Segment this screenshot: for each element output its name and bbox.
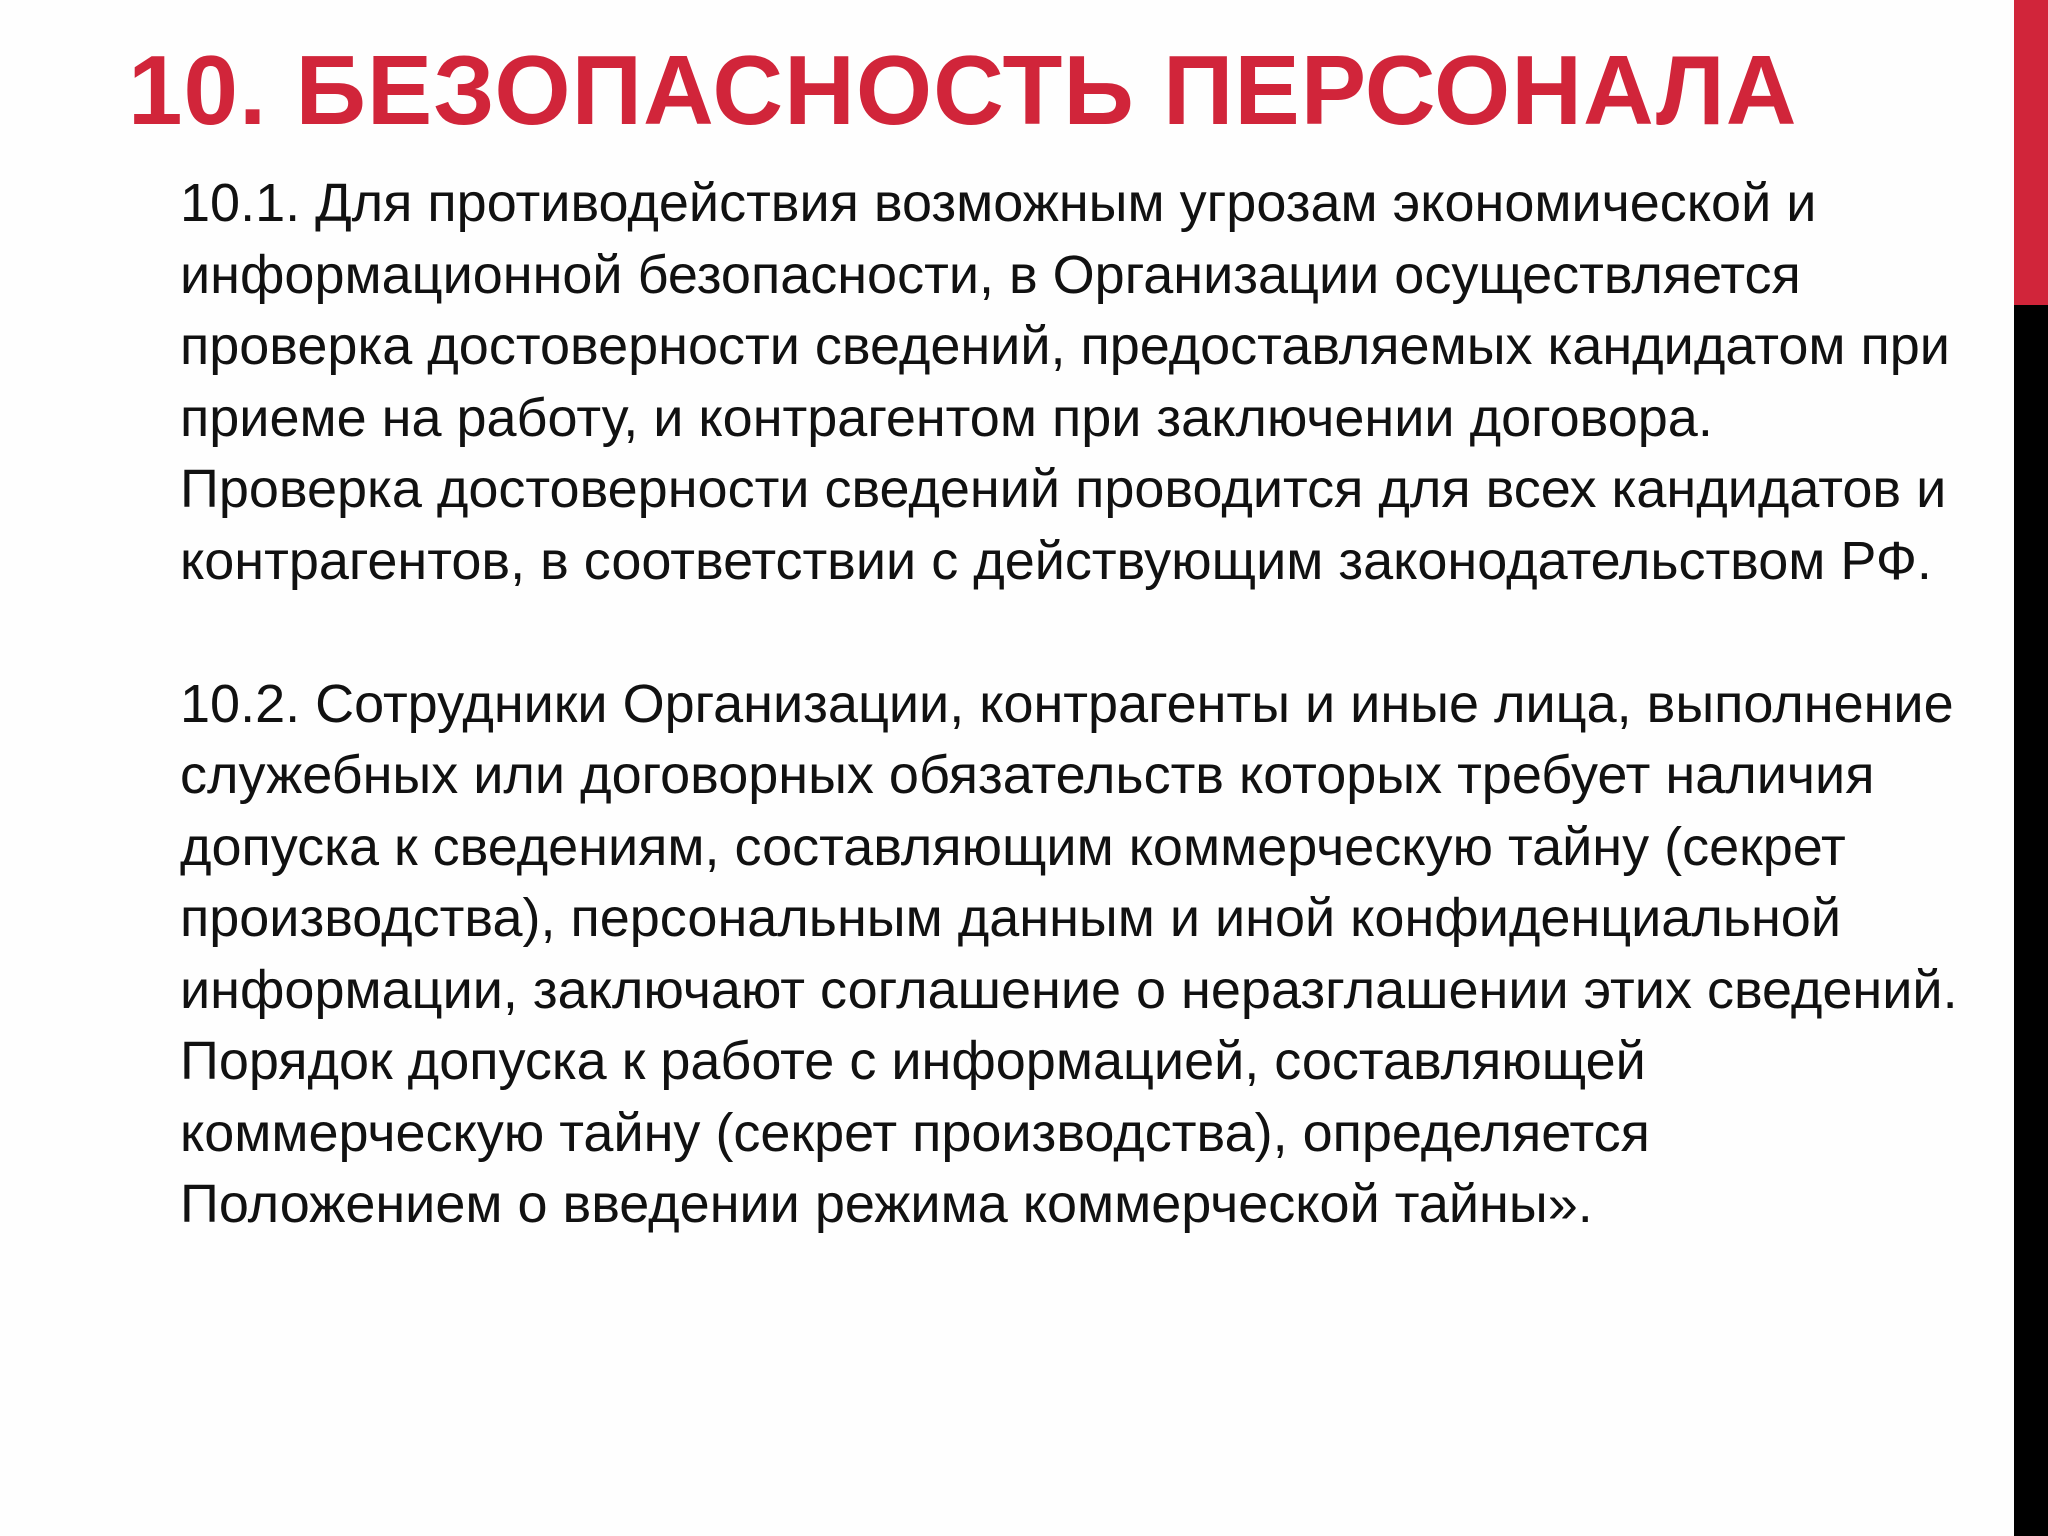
paragraph-10-1: 10.1. Для противодействия возможным угрозам экономической и информационной безопасности, в Организации осуществляется проверка достоверности сведений, предоставляемых кандидатом при приеме на работу, и контрагентом при заключении договора. Проверка достоверности сведений проводится для всех кандидатов и контрагентов, в соответствии с действующим законодательством РФ. — [180, 173, 1950, 591]
paragraph-10-2: 10.2. Сотрудники Организации, контрагенты и иные лица, выполнение служебных или договорных обязательств которых требует наличия допуска к сведениям, составляющим коммерческую тайну (секрет производства), персональным данным и иной конфиденциальной информации, заключают соглашение о неразглашении этих сведений. Порядок допуска к работе с информацией, составляющей коммерческую тайну (секрет производства), определяется Положением о введении режима коммерческой тайны». — [180, 673, 1958, 1234]
side-accent-bar-red — [2014, 0, 2048, 305]
slide-title: 10. БЕЗОПАСНОСТЬ ПЕРСОНАЛА — [128, 35, 1798, 145]
side-accent-bar-black — [2014, 305, 2048, 1536]
slide-body — [180, 168, 1960, 1241]
